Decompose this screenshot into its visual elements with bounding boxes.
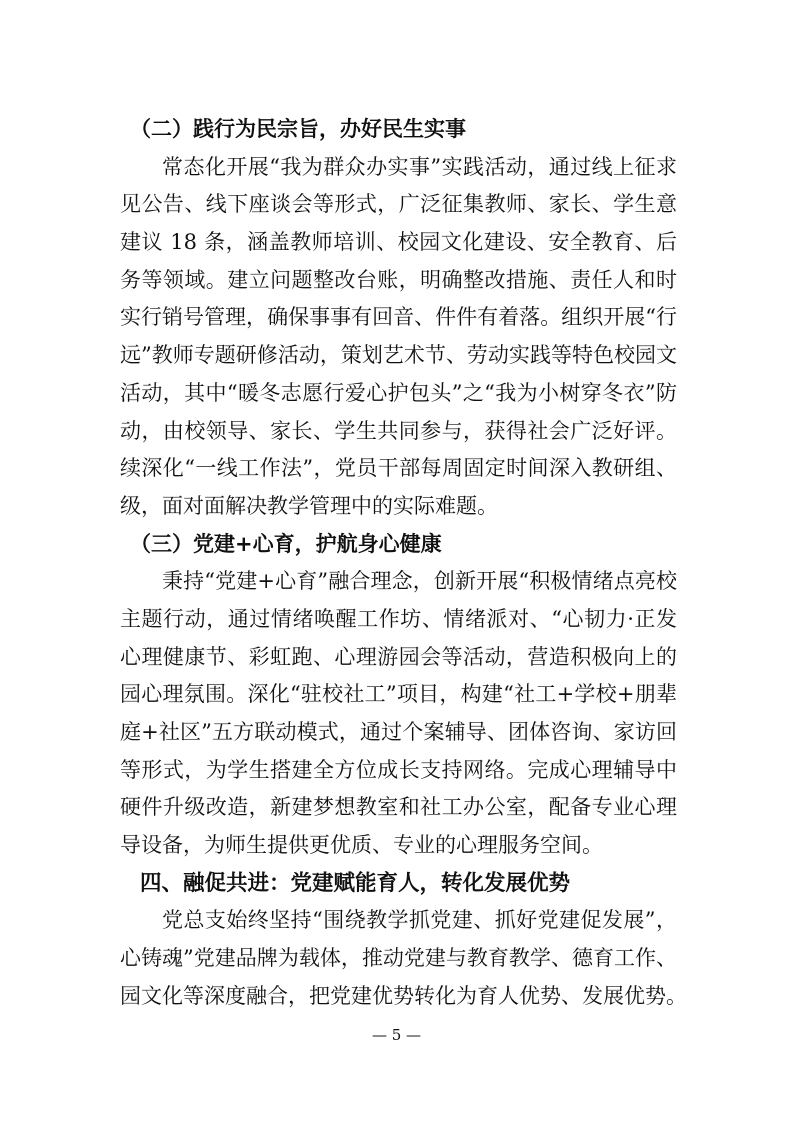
text-line: 级，面对面解决教学管理中的实际难题。	[120, 493, 498, 518]
text-line: 党总支始终坚持“围绕教学抓党建、抓好党建促发展”，	[162, 908, 677, 933]
text-line: 务等领域。建立问题整改台账，明确整改措施、责任人和时	[120, 267, 677, 292]
text-line: 建议 18 条，涵盖教师培训、校园文化建设、安全教育、后	[120, 230, 677, 255]
text-line: 等形式，为学生搭建全方位成长支持网络。完成心理辅导中	[120, 757, 677, 782]
text-line: 硬件升级改造，新建梦想教室和社工办公室，配备专业心理	[120, 795, 677, 820]
text-line: 秉持“党建+心育”融合理念，创新开展“积极情绪点亮校	[162, 569, 677, 594]
page-number: — 5 —	[371, 1026, 422, 1044]
document-body	[120, 111, 687, 1016]
section-heading: （二）践行为民宗旨，办好民生实事	[130, 117, 466, 141]
text-line: 心铸魂”党建品牌为载体，推动党建与教育教学、德育工作、	[120, 946, 677, 971]
text-line: 远”教师专题研修活动，策划艺术节、劳动实践等特色校园文	[120, 343, 677, 368]
text-line: 庭+社区”五方联动模式，通过个案辅导、团体咨询、家访回	[120, 720, 677, 744]
text-line: 主题行动，通过情绪唤醒工作坊、情绪派对、“心韧力·正发	[120, 606, 677, 631]
text-line: 续深化“一线工作法”，党员干部每周固定时间深入教研组、	[120, 456, 677, 481]
text-line: 心理健康节、彩虹跑、心理游园会等活动，营造积极向上的	[120, 644, 677, 669]
section-heading: （三）党建+心育，护航身心健康	[130, 531, 442, 556]
text-line: 活动，其中“暖冬志愿行爱心护包头”之“我为小树穿冬衣”防	[120, 380, 677, 405]
text-line: 动，由校领导、家长、学生共同参与，获得社会广泛好评。	[120, 418, 677, 443]
text-line: 见公告、线下座谈会等形式，广泛征集教师、家长、学生意	[120, 192, 677, 217]
text-line: 实行销号管理，确保事事有回音、件件有着落。组织开展“行	[120, 305, 677, 330]
text-line: 园心理氛围。深化“驻校社工”项目，构建“社工+学校+朋辈	[120, 682, 677, 707]
text-line: 常态化开展“我为群众办实事”实践活动，通过线上征求	[162, 154, 677, 179]
text-line: 导设备，为师生提供更优质、专业的心理服务空间。	[120, 833, 603, 858]
section-heading: 四、融促共进：党建赋能育人，转化发展优势	[140, 870, 571, 896]
text-line: 园文化等深度融合，把党建优势转化为育人优势、发展优势。	[120, 983, 687, 1008]
